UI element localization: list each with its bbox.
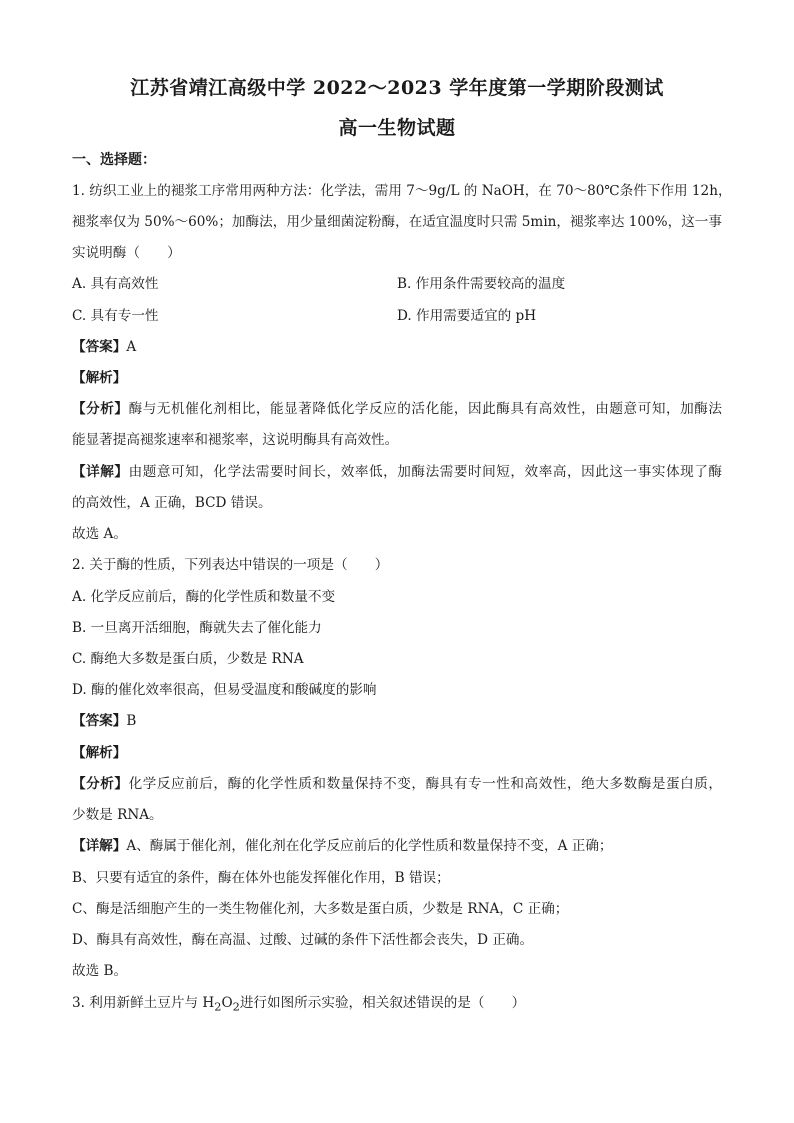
answer-tag: 【答案】 [72,713,127,729]
xiangjie-text: A、酶属于催化剂，催化剂在化学反应前后的化学性质和数量保持不变，A 正确； [126,838,613,854]
q2-stem: 2. 关于酶的性质，下列表达中错误的一项是（ ） [72,557,389,573]
fenxi-text: 酶与无机催化剂相比，能显著降低化学反应的活化能，因此酶具有高效性，由题意可知，加酶法 [128,401,723,417]
q1-answer [72,337,722,357]
subscript: 2 [232,999,240,1014]
q1-xiangjie-line2: 的高效性，A 正确，BCD 错误。 [72,495,272,511]
fenxi-tag: 【分析】 [72,401,129,417]
q1-option-b: B. 作用条件需要较高的温度 [397,276,566,292]
q1-stem-line3: 实说明酶（ ） [72,245,181,261]
xiangjie-text: 由题意可知，化学法需要时间长，效率低，加酶法需要时间短，效率高，因此这一事实体现了酶 [128,464,723,480]
document-title: 江苏省靖江高级中学 2022～2023 学年度第一学期阶段测试 [130,77,664,99]
q2-conclusion: 故选 B。 [72,963,128,979]
q1-xiangjie-line1 [72,462,722,482]
q2-jiexi-tag: 【解析】 [72,745,127,761]
xiangjie-tag: 【详解】 [72,464,129,480]
fenxi-tag: 【分析】 [72,776,129,792]
q1-option-c: C. 具有专一性 [72,308,159,324]
answer-value: A [126,339,137,355]
document-subtitle: 高一生物试题 [338,117,456,139]
q2-answer [72,711,722,731]
q1-conclusion: 故选 A。 [72,526,127,542]
q2-xiangjie-line4: D、酶具有高效性，酶在高温、过酸、过碱的条件下活性都会丧失，D 正确。 [72,932,534,948]
q2-xiangjie-line3: C、酶是活细胞产生的一类生物催化剂，大多数是蛋白质，少数是 RNA，C 正确； [72,901,569,917]
q2-option-a: A. 化学反应前后，酶的化学性质和数量不变 [72,589,336,605]
q1-option-a: A. 具有高效性 [72,276,159,292]
q1-jiexi-tag: 【解析】 [72,370,127,386]
q1-fenxi-line1 [72,399,722,419]
q3-stem-part: O [221,995,233,1011]
q2-option-b: B. 一旦离开活细胞，酶就失去了催化能力 [72,620,322,636]
answer-value: B [126,713,137,729]
q3-stem-part: 进行如图所示实验，相关叙述错误的是（ ） [239,995,526,1011]
answer-tag: 【答案】 [72,339,127,355]
subscript: 2 [214,999,222,1014]
q1-fenxi-line2: 能显著提高褪浆速率和褪浆率，这说明酶具有高效性。 [72,432,399,448]
q2-xiangjie-line2: B、只要有适宜的条件，酶在体外也能发挥催化作用，B 错误； [72,870,450,886]
section-heading: 一、选择题： [72,152,156,168]
q2-fenxi-line1 [72,774,722,794]
q2-option-d: D. 酶的催化效率很高，但易受温度和酸碱度的影响 [72,682,377,698]
q3-stem [72,993,722,1017]
xiangjie-tag: 【详解】 [72,838,127,854]
q3-stem-part: 3. 利用新鲜土豆片与 H [72,995,215,1011]
q1-stem-line1: 1. 纺织工业上的褪浆工序常用两种方法：化学法，需用 7～9g/L 的 NaOH，在 70～80℃条件下作用 12h， [72,183,732,199]
q2-xiangjie-line1 [72,836,722,856]
fenxi-text: 化学反应前后，酶的化学性质和数量保持不变，酶具有专一性和高效性，绝大多数酶是蛋白质， [128,776,723,792]
q2-fenxi-line2: 少数是 RNA。 [72,807,163,823]
q1-stem-line2: 褪浆率仅为 50%～60%；加酶法，用少量细菌淀粉酶，在适宜温度时只需 5min，褪浆率达 100%，这一事 [72,214,722,230]
q2-option-c: C. 酶绝大多数是蛋白质，少数是 RNA [72,651,304,667]
q1-option-d: D. 作用需要适宜的 pH [397,308,537,324]
